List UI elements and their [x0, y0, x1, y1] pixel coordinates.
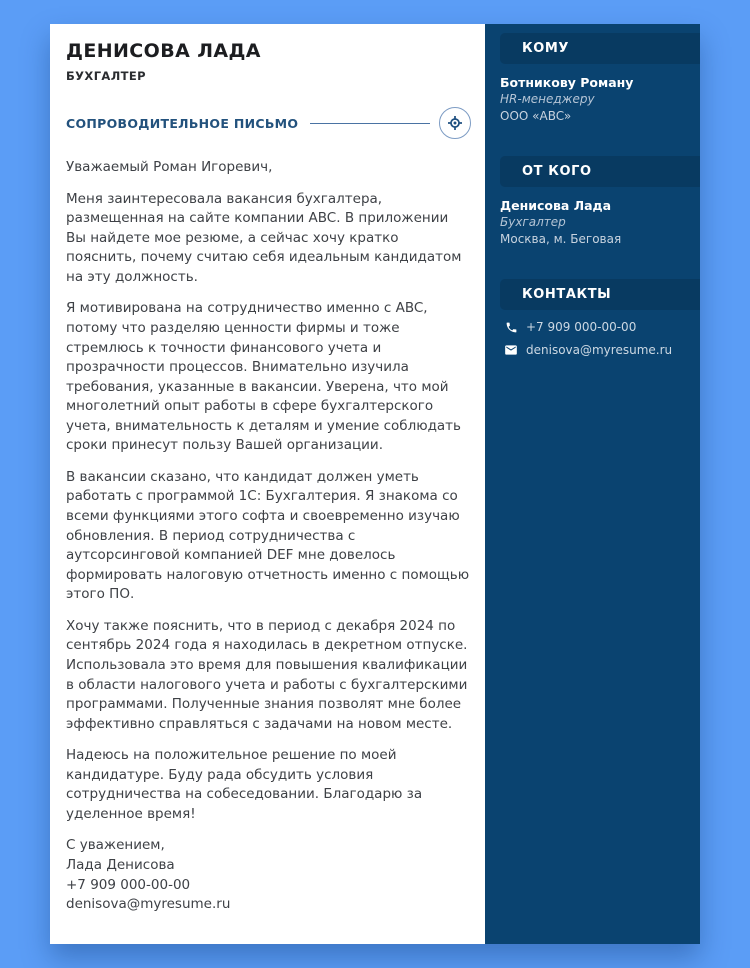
contact-phone-row: [500, 320, 688, 334]
email-icon: [504, 343, 518, 357]
letter-paragraph: Меня заинтересовала вакансия бухгалтера, размещенная на сайте компании ABC. В приложении Вы найдете мое резюме, а сейчас хочу кратко пояснить, почему считаю себя идеальным кандидатом на эту должность.: [66, 190, 462, 285]
contact-email: denisova@myresume.ru: [526, 343, 673, 357]
letter-paragraph: В вакансии сказано, что кандидат должен уметь работать с программой 1С: Бухгалтерия. Я знакома со всеми функциями этого софта и своевременно изучаю обновления. В период сотрудничества с аутсорсинговой компанией DEF мне довелось формировать налоговую отчетность именно с помощью этого ПО.: [66, 468, 470, 603]
sender-name: Денисова Лада: [500, 198, 612, 213]
recipient-company: ООО «ABC»: [500, 109, 572, 123]
contact-phone: +7 909 000-00-00: [526, 320, 637, 334]
letter-greeting: Уважаемый Роман Игоревич,: [66, 159, 273, 175]
sidebar-section-title-contacts: КОНТАКТЫ: [500, 279, 700, 310]
phone-icon: [504, 320, 518, 334]
sidebar: [485, 24, 700, 944]
sender-role: Бухгалтер: [500, 215, 566, 229]
recipient-role: HR-менеджеру: [500, 92, 595, 106]
signoff-phone: +7 909 000-00-00: [66, 876, 191, 893]
sender-location: Москва, м. Беговая: [500, 232, 622, 246]
signoff-email: denisova@myresume.ru: [66, 896, 231, 913]
letter-paragraph: Хочу также пояснить, что в период с декабря 2024 по сентябрь 2024 года я находилась в декретном отпуске. Использовала это время для повышения квалификации в области налогового учета и работы с бухгалтерскими программами. Полученные знания позволят мне более эффективно справляться с задачами на новом месте.: [66, 617, 468, 732]
target-icon: [439, 107, 471, 139]
cover-letter-document: [50, 24, 700, 944]
letter-main: [50, 24, 485, 944]
signoff-line: С уважением,: [66, 837, 165, 854]
person-role: БУХГАЛТЕР: [66, 69, 147, 83]
section-header: [66, 107, 471, 139]
person-name: ДЕНИСОВА ЛАДА: [66, 40, 261, 62]
sidebar-section-title-to: КОМУ: [500, 33, 700, 64]
letter-signoff: [66, 836, 471, 914]
recipient-name: Ботникову Роману: [500, 75, 634, 90]
sidebar-section-to: [485, 33, 700, 125]
divider-line: [310, 123, 430, 124]
section-title: СОПРОВОДИТЕЛЬНОЕ ПИСЬМО: [66, 115, 299, 131]
sidebar-section-contacts: [485, 279, 700, 357]
sidebar-section-from: [485, 156, 700, 248]
sidebar-section-title-from: ОТ КОГО: [500, 156, 700, 187]
letter-body: [66, 158, 471, 915]
contact-email-row: [500, 343, 688, 357]
signoff-line: Лада Денисова: [66, 857, 175, 873]
letter-paragraph: Надеюсь на положительное решение по моей кандидатуре. Буду рада обсудить условия сотрудничества на собеседовании. Благодарю за уделенное время!: [66, 747, 423, 822]
letter-paragraph: Я мотивирована на сотрудничество именно с ABC, потому что разделяю ценности фирмы и тоже стремлюсь к точности финансового учета и прозрачности процессов. Внимательно изучила требования, указанные в вакансии. Уверена, что мой многолетний опыт работы в сфере бухгалтерского учета, внимательность к деталям и умение соблюдать сроки принесут пользу Вашей организации.: [66, 300, 461, 454]
